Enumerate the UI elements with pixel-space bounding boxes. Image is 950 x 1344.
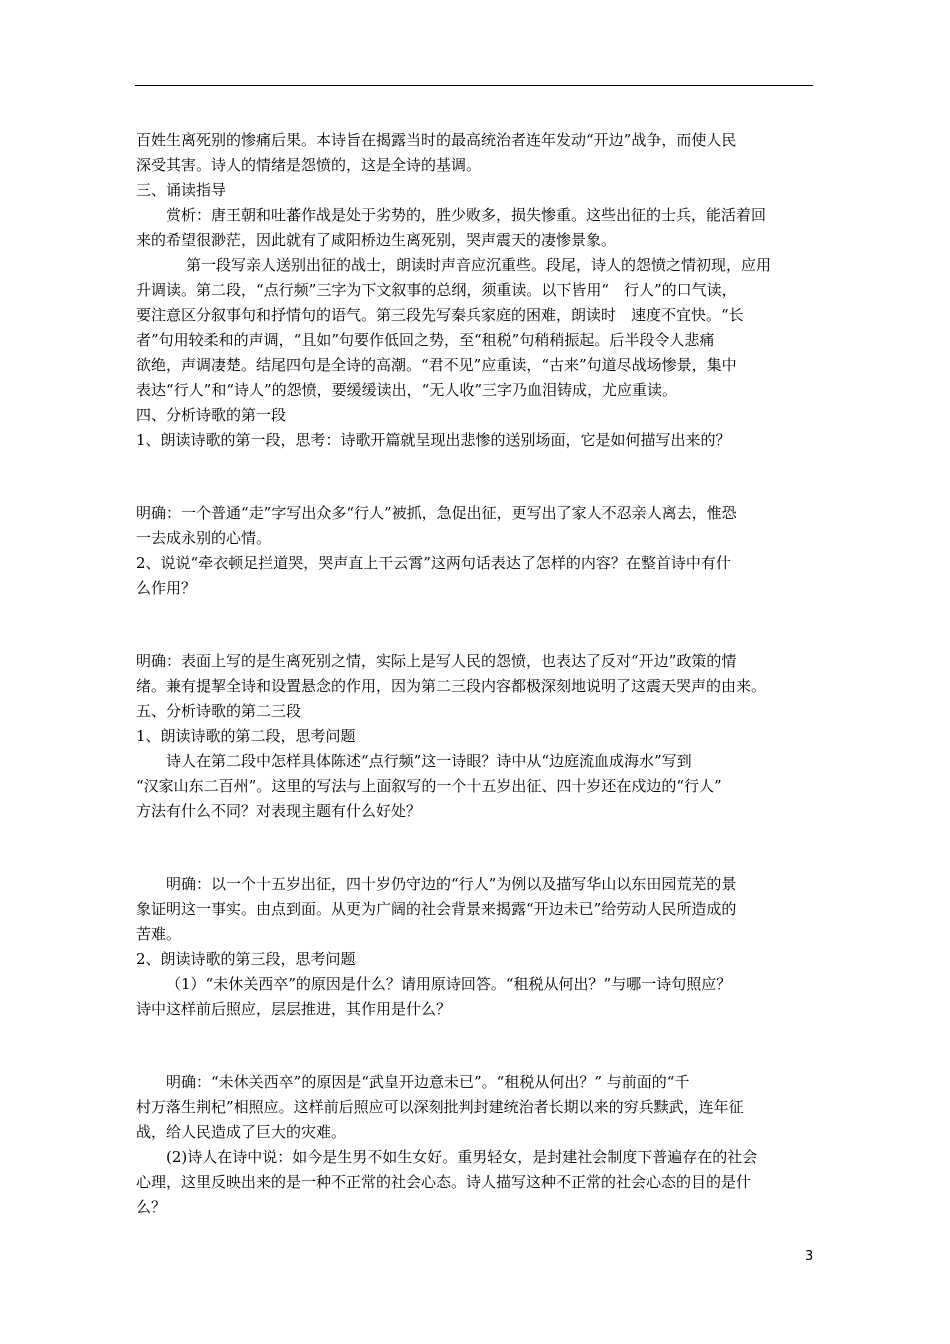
text-line: 者”句用较柔和的声调，“且如”句要作低回之势，至“租税”句稍稍振起。后半段令人悲痛: [136, 331, 715, 349]
section-heading: 四、分析诗歌的第一段: [136, 406, 287, 424]
text-line: 诗人在第二段中怎样具体陈述“点行频”这一诗眼？诗中从“边庭流血成海水”写到: [166, 752, 692, 770]
text-line: 来的希望很渺茫，因此就有了咸阳桥边生离死别，哭声震天的凄惨景象。: [136, 231, 617, 249]
text-line: 百姓生离死别的惨痛后果。本诗旨在揭露当时的最高统治者连年发动“开边”战争，而使人民: [136, 131, 737, 149]
text-line: 欲绝，声调凄楚。结尾四句是全诗的高潮。“君不见”应重读，“古来”句道尽战场惨景，集中: [136, 356, 737, 374]
text-line: 第一段写亲人送别出征的战士，朗读时声音应沉重些。段尾，诗人的怨愤之情初现，应用: [186, 256, 772, 274]
text-line: 么？: [136, 1198, 167, 1216]
answer-line: 明确：以一个十五岁出征，四十岁仍守边的“行人”为例以及描写华山以东田园荒芜的景: [166, 875, 737, 893]
answer-line: 明确：“未休关西卒”的原因是“武皇开边意未已”。“租税从何出？” 与前面的“千: [166, 1073, 690, 1091]
text-line: 战，给人民造成了巨大的灾难。: [136, 1123, 347, 1141]
question-line: (2)诗人在诗中说：如今是生男不如生女好。重男轻女，是封建社会制度下普遍存在的社会: [166, 1148, 758, 1166]
section-heading: 三、诵读指导: [136, 181, 227, 199]
text-line: 一去成永别的心情。: [136, 529, 272, 547]
answer-line: 明确：一个普通“走”字写出众多“行人”被抓，急促出征，更写出了家人不忍亲人离去，惟恐: [136, 504, 737, 522]
question-line: 1、朗读诗歌的第二段，思考问题: [136, 727, 356, 745]
text-line: 方法有什么不同？对表现主题有什么好处？: [136, 802, 422, 820]
question-line: 2、说说“牵衣顿足拦道哭，哭声直上干云霄”这两句话表达了怎样的内容？在整首诗中有什: [136, 554, 731, 572]
question-line: 2、朗读诗歌的第三段，思考问题: [136, 950, 356, 968]
question-line: （1）“未休关西卒”的原因是什么？请用原诗回答。“租税从何出？”与哪一诗句照应？: [166, 975, 732, 993]
text-line: 么作用？: [136, 579, 197, 597]
section-heading: 五、分析诗歌的第二三段: [136, 702, 302, 720]
text-line: 象证明这一事实。由点到面。从更为广阔的社会背景来揭露“开边未已”给劳动人民所造成的: [136, 900, 737, 918]
text-line: 赏析：唐王朝和吐蕃作战是处于劣势的，胜少败多，损失惨重。这些出征的士兵，能活着回: [166, 206, 767, 224]
text-line: 苦难。: [136, 925, 182, 943]
text-line: 表达“行人”和“诗人”的怨愤，要缓缓读出，“无人收”三字乃血泪铸成，尤应重读。: [136, 381, 678, 399]
header-rule: [135, 85, 813, 86]
text-line: 深受其害。诗人的情绪是怨愤的，这是全诗的基调。: [136, 156, 482, 174]
text-line: 诗中这样前后照应，层层推进，其作用是什么？: [136, 1000, 452, 1018]
text-line: 升调读。第二段，“点行频”三字为下文叙事的总纲，须重读。以下皆用“ 行人”的口气读，: [136, 281, 737, 299]
text-line: 要注意区分叙事句和抒情句的语气。第三段先写秦兵家庭的困难，朗读时 速度不宜快。“长: [136, 306, 744, 324]
page-number: 3: [805, 1249, 814, 1264]
text-line: 心理，这里反映出来的是一种不正常的社会心态。诗人描写这种不正常的社会心态的目的是什: [136, 1173, 752, 1191]
text-line: 村万落生荆杞”相照应。这样前后照应可以深刻批判封建统治者长期以来的穷兵黩武，连年征: [136, 1098, 744, 1116]
text-line: “汉家山东二百州”。这里的写法与上面叙写的一个十五岁出征、四十岁还在戍边的“行人”: [136, 777, 722, 795]
answer-line: 明确：表面上写的是生离死别之情，实际上是写人民的怨愤，也表达了反对“开边”政策的情: [136, 652, 737, 670]
text-line: 绪。兼有提挈全诗和设置悬念的作用，因为第二三段内容都极深刻地说明了这震天哭声的由来。: [136, 677, 767, 695]
question-line: 1、朗读诗歌的第一段，思考：诗歌开篇就呈现出悲惨的送别场面，它是如何描写出来的？: [136, 431, 731, 449]
